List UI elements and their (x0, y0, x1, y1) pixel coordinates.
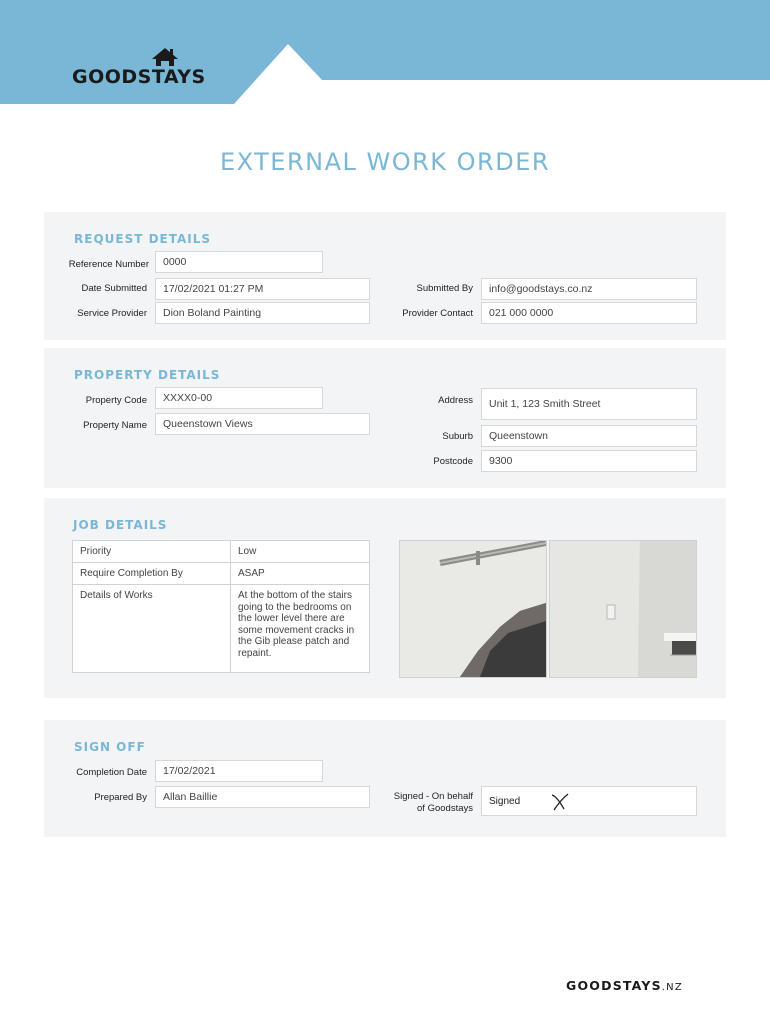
footer-logo (566, 978, 683, 993)
address-field[interactable]: Unit 1, 123 Smith Street (481, 388, 697, 420)
signature-mark-icon (548, 792, 574, 812)
postcode-label: Postcode (433, 456, 473, 467)
sign-off-heading: SIGN OFF (74, 740, 146, 754)
signed-on-behalf-label (394, 791, 473, 815)
footer-logo-suffix: .NZ (661, 982, 683, 993)
reference-number-field[interactable]: 0000 (155, 251, 323, 273)
house-logo-icon (150, 46, 180, 68)
job-details-table (72, 540, 370, 673)
property-code-label: Property Code (85, 395, 147, 406)
property-details-heading: PROPERTY DETAILS (74, 368, 221, 382)
signed-label-line-1: Signed - On behalf (393, 791, 473, 802)
property-code-field[interactable]: XXXX0-00 (155, 387, 323, 409)
table-row (73, 541, 370, 563)
goodstays-logo (72, 46, 218, 88)
priority-value: Low (231, 541, 370, 563)
wall-crack-photo-icon[interactable] (549, 540, 697, 678)
job-details-section (44, 498, 726, 698)
suburb-field[interactable]: Queenstown (481, 425, 697, 447)
details-of-works-label: Details of Works (73, 585, 231, 673)
postcode-field[interactable]: 9300 (481, 450, 697, 472)
signature-field[interactable] (481, 786, 697, 816)
job-details-heading: JOB DETAILS (73, 518, 168, 532)
sign-off-section (44, 720, 726, 837)
details-of-works-value: At the bottom of the stairs going to the bedrooms on the lower level there are some movement cracks in the Gib please patch and repaint. (231, 585, 370, 673)
table-row (73, 563, 370, 585)
suburb-label: Suburb (442, 431, 473, 442)
date-submitted-field[interactable]: 17/02/2021 01:27 PM (155, 278, 370, 300)
submitted-by-field[interactable]: info@goodstays.co.nz (481, 278, 697, 300)
priority-label: Priority (73, 541, 231, 563)
date-submitted-label: Date Submitted (81, 283, 147, 294)
signed-label-line-2: of Goodstays (417, 803, 473, 814)
stairwell-photo-icon[interactable] (399, 540, 547, 678)
completion-date-field[interactable]: 17/02/2021 (155, 760, 323, 782)
request-details-section (44, 212, 726, 340)
property-details-section (44, 348, 726, 488)
prepared-by-label: Prepared By (94, 792, 147, 803)
footer-logo-name: GOODSTAYS (566, 978, 662, 993)
provider-contact-field[interactable]: 021 000 0000 (481, 302, 697, 324)
table-row (73, 585, 370, 673)
submitted-by-label: Submitted By (416, 283, 473, 294)
request-details-heading: REQUEST DETAILS (74, 232, 212, 246)
property-name-label: Property Name (83, 420, 147, 431)
address-label: Address (438, 395, 473, 406)
reference-number-label: Reference Number (68, 259, 149, 270)
completion-date-label: Completion Date (76, 767, 147, 778)
property-name-field[interactable]: Queenstown Views (155, 413, 370, 435)
logo-text: GOODSTAYS (72, 66, 206, 88)
signature-status: Signed (489, 795, 521, 807)
provider-contact-label: Provider Contact (402, 308, 473, 319)
completion-value: ASAP (231, 563, 370, 585)
completion-label: Require Completion By (73, 563, 231, 585)
service-provider-field[interactable]: Dion Boland Painting (155, 302, 370, 324)
document-title: EXTERNAL WORK ORDER (219, 148, 551, 176)
prepared-by-field[interactable]: Allan Baillie (155, 786, 370, 808)
service-provider-label: Service Provider (77, 308, 147, 319)
